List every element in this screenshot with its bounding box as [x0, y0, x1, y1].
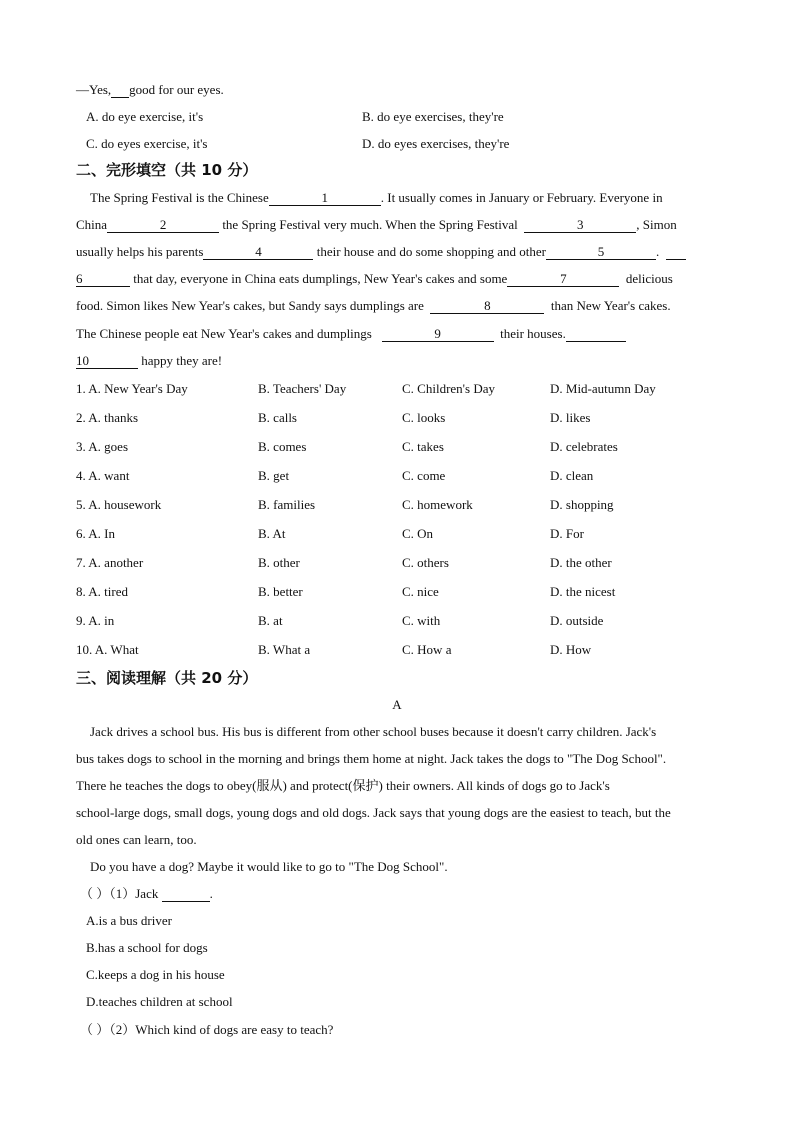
- question-1-option-d: D.teaches children at school: [86, 994, 233, 1009]
- option-a: 7. A. another: [76, 555, 144, 570]
- option-b: B. families: [258, 497, 316, 512]
- dialog-blank: [111, 83, 129, 98]
- option-c: C. with: [402, 613, 441, 628]
- cloze-blank-8: 8: [430, 299, 544, 314]
- option-b: B. What a: [258, 642, 311, 657]
- cloze-line-3: [76, 244, 686, 260]
- option-a: 6. A. In: [76, 526, 115, 541]
- cloze-text: than New Year's cakes.: [550, 298, 671, 313]
- cloze-line-7: [76, 353, 222, 369]
- part-label: A: [392, 697, 402, 712]
- cloze-blank-2: 2: [107, 218, 219, 233]
- cloze-line-4: [76, 271, 673, 287]
- prev-option-b: B. do eye exercises, they're: [362, 109, 504, 124]
- option-d: D. outside: [550, 613, 604, 628]
- option-b: B. Teachers' Day: [258, 381, 347, 396]
- question-1-option-a: A.is a bus driver: [86, 913, 172, 928]
- option-a: 8. A. tired: [76, 584, 128, 599]
- option-a: 5. A. housework: [76, 497, 162, 512]
- question-1-option-b: B.has a school for dogs: [86, 940, 208, 955]
- section3-heading: 三、阅读理解（共 20 分）: [76, 669, 258, 687]
- reading-line-3: There he teaches the dogs to obey(服从) and protect(保护) their owners. All kinds of dogs go to Jack's: [76, 778, 610, 793]
- dialog-tail: good for our eyes.: [129, 82, 224, 97]
- question-1-blank: [162, 887, 210, 902]
- option-c: C. How a: [402, 642, 452, 657]
- question-1-text: （ ）（1）Jack: [80, 886, 159, 901]
- cloze-blank-5: 5: [546, 245, 656, 260]
- cloze-text: usually helps his parents: [76, 244, 204, 259]
- cloze-text: their house and do some shopping and other: [316, 244, 546, 259]
- option-a: 3. A. goes: [76, 439, 128, 454]
- option-c: C. nice: [402, 584, 439, 599]
- cloze-line-6: [76, 326, 626, 342]
- option-b: B. At: [258, 526, 286, 541]
- cloze-blank-1: 1: [269, 191, 381, 206]
- cloze-text: . It usually comes in January or February. Everyone in: [380, 190, 663, 205]
- option-c: C. looks: [402, 410, 446, 425]
- cloze-text: .: [655, 244, 660, 259]
- cloze-text: the Spring Festival very much. When the Spring Festival: [222, 217, 518, 232]
- cloze-blank-9: 9: [382, 327, 494, 342]
- cloze-blank-6-start: [666, 245, 686, 260]
- option-b: B. get: [258, 468, 290, 483]
- cloze-blank-4: 4: [203, 245, 313, 260]
- reading-line-2: bus takes dogs to school in the morning and brings them home at night. Jack takes the dogs to "The Dog School".: [76, 751, 667, 766]
- option-b: B. at: [258, 613, 283, 628]
- cloze-text: delicious: [625, 271, 673, 286]
- option-b: B. comes: [258, 439, 307, 454]
- cloze-line-1: [90, 190, 663, 206]
- reading-line-4: school-large dogs, small dogs, young dogs and old dogs. Jack says that young dogs are the easiest to teach, but the: [76, 805, 671, 820]
- cloze-text: food. Simon likes New Year's cakes, but Sandy says dumplings are: [76, 298, 424, 313]
- cloze-text: that day, everyone in China eats dumplings, New Year's cakes and some: [133, 271, 508, 286]
- question-1-stem: [80, 886, 213, 902]
- option-d: D. likes: [550, 410, 591, 425]
- cloze-text: happy they are!: [141, 353, 223, 368]
- question-1-option-c: C.keeps a dog in his house: [86, 967, 225, 982]
- option-d: D. clean: [550, 468, 594, 483]
- cloze-text: The Spring Festival is the Chinese: [90, 190, 269, 205]
- reading-line-5: old ones can learn, too.: [76, 832, 197, 847]
- dialog-line: [76, 82, 224, 98]
- section2-heading: 二、完形填空（共 10 分）: [76, 161, 258, 179]
- option-c: C. Children's Day: [402, 381, 495, 396]
- option-a: 9. A. in: [76, 613, 115, 628]
- question-2-stem: （ ）（2）Which kind of dogs are easy to teach?: [80, 1022, 334, 1037]
- option-d: D. celebrates: [550, 439, 618, 454]
- option-b: B. calls: [258, 410, 297, 425]
- cloze-text: China: [76, 217, 108, 232]
- option-d: D. For: [550, 526, 584, 541]
- cloze-text: The Chinese people eat New Year's cakes and dumplings: [76, 326, 372, 341]
- option-c: C. homework: [402, 497, 473, 512]
- option-d: D. the nicest: [550, 584, 616, 599]
- reading-line-1: Jack drives a school bus. His bus is different from other school buses because it doesn't carry children. Jack's: [90, 724, 657, 739]
- cloze-text: their houses.: [500, 326, 566, 341]
- option-d: D. How: [550, 642, 592, 657]
- cloze-line-5: [76, 298, 671, 314]
- prev-option-c: C. do eyes exercise, it's: [86, 136, 208, 151]
- option-a: 10. A. What: [76, 642, 139, 657]
- cloze-blank-10-start: [566, 327, 626, 342]
- option-b: B. other: [258, 555, 300, 570]
- option-a: 4. A. want: [76, 468, 130, 483]
- question-1-period: .: [209, 886, 213, 901]
- option-c: C. On: [402, 526, 434, 541]
- option-d: D. the other: [550, 555, 612, 570]
- cloze-blank-3: 3: [524, 218, 636, 233]
- prev-option-d: D. do eyes exercises, they're: [362, 136, 510, 151]
- dialog-text: —Yes,: [76, 82, 112, 97]
- reading-line-6: Do you have a dog? Maybe it would like to go to "The Dog School".: [90, 859, 448, 874]
- option-b: B. better: [258, 584, 303, 599]
- cloze-text: , Simon: [636, 217, 677, 232]
- option-d: D. Mid-autumn Day: [550, 381, 656, 396]
- prev-option-a: A. do eye exercise, it's: [86, 109, 204, 124]
- cloze-blank-6: 6: [76, 272, 130, 287]
- option-c: C. takes: [402, 439, 444, 454]
- cloze-blank-7: 7: [507, 272, 619, 287]
- cloze-blank-10: 10: [76, 354, 138, 369]
- option-a: 2. A. thanks: [76, 410, 139, 425]
- option-c: C. others: [402, 555, 449, 570]
- cloze-line-2: [76, 217, 677, 233]
- option-c: C. come: [402, 468, 446, 483]
- option-a: 1. A. New Year's Day: [76, 381, 188, 396]
- option-d: D. shopping: [550, 497, 614, 512]
